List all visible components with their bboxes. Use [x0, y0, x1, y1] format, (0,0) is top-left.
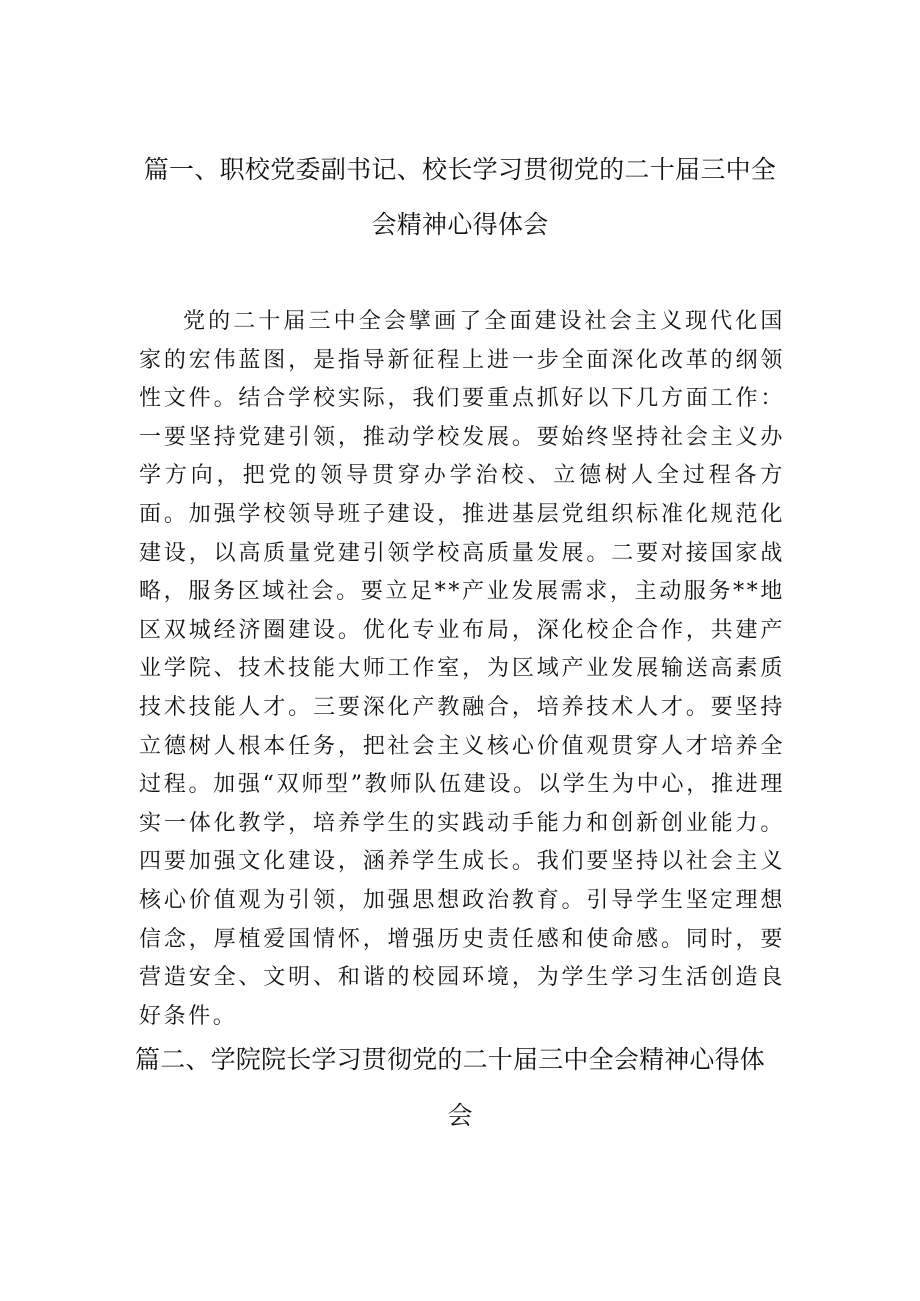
- section2-title-line2: 会: [447, 1101, 473, 1130]
- section1-body: 党的二十届三中全会擘画了全面建设社会主义现代化国家的宏伟蓝图，是指导新征程上进一步全面深化改革的纲领性文件。结合学校实际，我们要重点抓好以下几方面工作：一要坚持党建引领，推动学校发展。要始终坚持社会主义办学方向，把党的领导贯穿办学治校、立德树人全过程各方面。加强学校领导班子建设，推进基层党组织标准化规范化建设，以高质量党建引领学校高质量发展。二要对接国家战略，服务区域社会。要立足**产业发展需求，主动服务**地区双城经济圈建设。优化专业布局，深化校企合作，共建产业学院、技术技能大师工作室，为区域产业发展输送高素质技术技能人才。三要深化产教融合，培养技术人才。要坚持立德树人根本任务，把社会主义核心价值观贯穿人才培养全过程。加强“双师型”教师队伍建设。以学生为中心，推进理实一体化教学，培养学生的实践动手能力和创新创业能力。四要加强文化建设，涵养学生成长。我们要坚持以社会主义核心价值观为引领，加强思想政治教育。引导学生坚定理想信念，厚植爱国情怀，增强历史责任感和使命感。同时，要营造安全、文明、和谐的校园环境，为学生学习生活创造良好条件。: [139, 309, 785, 1029]
- section1-title: 篇一、职校党委副书记、校长学习贯彻党的二十届三中全会精神心得体会: [143, 155, 777, 239]
- section2-title-line1: 篇二、学院院长学习贯彻党的二十届三中全会精神心得体: [135, 1045, 766, 1074]
